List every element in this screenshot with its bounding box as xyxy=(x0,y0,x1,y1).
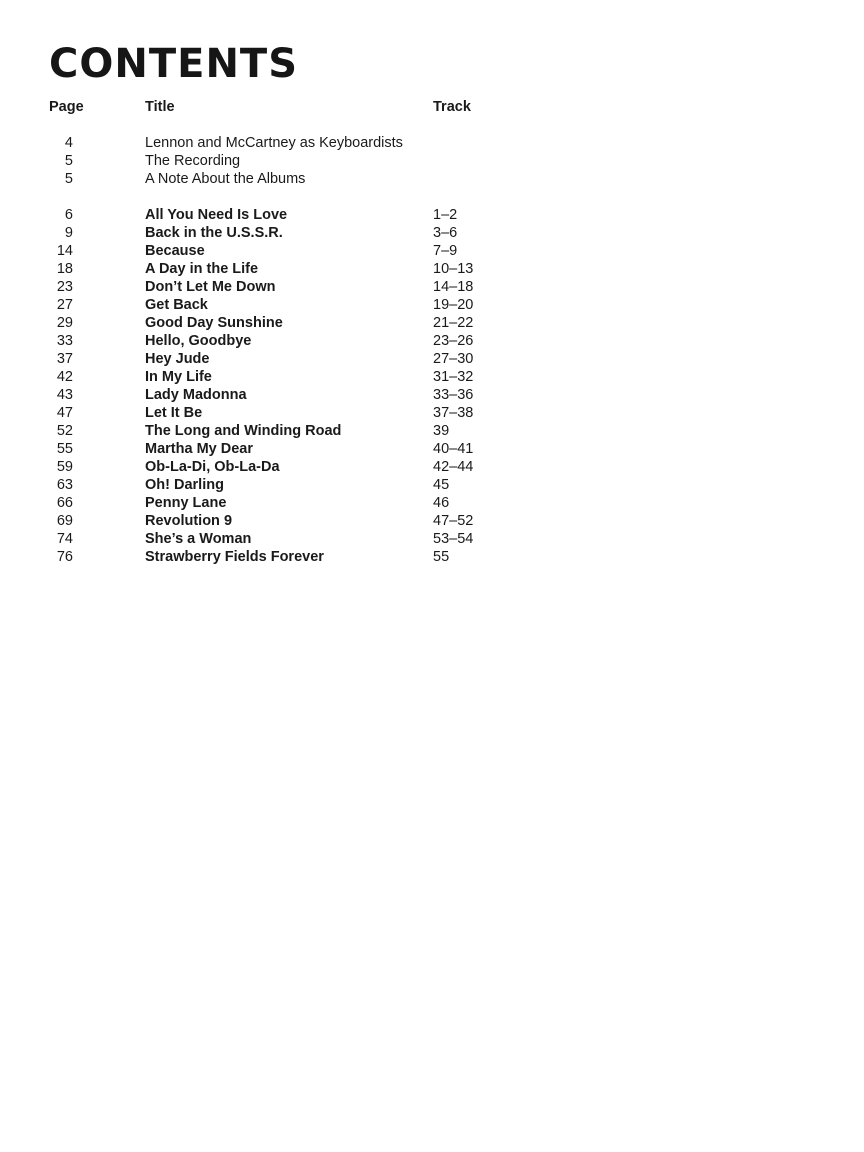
entry-page-number: 47 xyxy=(56,405,73,421)
entry-page-number: 63 xyxy=(56,477,73,493)
entry-page-number: 27 xyxy=(56,297,73,313)
entry-page-number: 69 xyxy=(56,513,73,529)
entry-title: Don’t Let Me Down xyxy=(145,279,276,295)
song-entry-row xyxy=(49,530,569,548)
entry-page-number: 59 xyxy=(56,459,73,475)
entry-page-number: 37 xyxy=(56,351,73,367)
song-entry-row xyxy=(49,206,569,224)
song-entry-row xyxy=(49,314,569,332)
entry-page-number: 76 xyxy=(56,549,73,565)
entry-page-number: 33 xyxy=(56,333,73,349)
song-entry-row xyxy=(49,260,569,278)
entry-track-range: 46 xyxy=(433,495,450,511)
song-entry-row xyxy=(49,332,569,350)
entry-page-number: 4 xyxy=(64,135,73,151)
entry-page-number: 9 xyxy=(64,225,73,241)
entry-page-number: 5 xyxy=(64,171,73,187)
song-entry-row xyxy=(49,440,569,458)
entry-page-number: 23 xyxy=(56,279,73,295)
entry-title: Penny Lane xyxy=(145,495,227,511)
entry-title: Martha My Dear xyxy=(145,441,253,457)
entry-track-range: 27–30 xyxy=(433,351,474,367)
song-entry-row xyxy=(49,494,569,512)
entry-title: Back in the U.S.S.R. xyxy=(145,225,283,241)
track-column-header: Track xyxy=(433,99,471,115)
entry-page-number: 14 xyxy=(56,243,73,259)
entry-page-number: 43 xyxy=(56,387,73,403)
entry-title: Revolution 9 xyxy=(145,513,233,529)
entry-track-range: 3–6 xyxy=(433,225,458,241)
entry-track-range: 21–22 xyxy=(433,315,474,331)
song-entry-row xyxy=(49,386,569,404)
entry-track-range: 40–41 xyxy=(433,441,474,457)
entry-track-range: 53–54 xyxy=(433,531,474,547)
column-header-row xyxy=(49,98,569,116)
spacer xyxy=(49,116,569,134)
entry-page-number: 5 xyxy=(64,153,73,169)
entry-track-range: 33–36 xyxy=(433,387,474,403)
entry-title: The Long and Winding Road xyxy=(145,423,342,439)
entry-page-number: 52 xyxy=(56,423,73,439)
entry-title: Strawberry Fields Forever xyxy=(145,549,324,565)
intro-entry-row xyxy=(49,134,569,152)
entry-page-number: 6 xyxy=(64,207,73,223)
entry-title: Lennon and McCartney as Keyboardists xyxy=(145,135,403,151)
entry-title: She’s a Woman xyxy=(145,531,252,547)
entry-title: A Note About the Albums xyxy=(145,171,306,187)
entry-track-range: 19–20 xyxy=(433,297,474,313)
song-entry-row xyxy=(49,224,569,242)
song-entry-row xyxy=(49,512,569,530)
entry-track-range: 7–9 xyxy=(433,243,458,259)
entry-title: Lady Madonna xyxy=(145,387,247,403)
song-entry-row xyxy=(49,350,569,368)
song-entry-row xyxy=(49,476,569,494)
page-column-header: Page xyxy=(49,99,84,115)
entry-track-range: 31–32 xyxy=(433,369,474,385)
entry-title: A Day in the Life xyxy=(145,261,259,277)
entry-page-number: 55 xyxy=(56,441,73,457)
intro-entries xyxy=(49,134,569,188)
song-entry-row xyxy=(49,368,569,386)
entry-track-range: 39 xyxy=(433,423,450,439)
song-entry-row xyxy=(49,422,569,440)
entry-title: All You Need Is Love xyxy=(145,207,288,223)
song-entry-row xyxy=(49,458,569,476)
entry-track-range: 1–2 xyxy=(433,207,458,223)
entry-track-range: 47–52 xyxy=(433,513,474,529)
entry-page-number: 18 xyxy=(56,261,73,277)
song-entry-row xyxy=(49,242,569,260)
entry-title: Good Day Sunshine xyxy=(145,315,283,331)
entry-title: Hello, Goodbye xyxy=(145,333,252,349)
entry-title: Get Back xyxy=(145,297,208,313)
song-entries xyxy=(49,206,569,566)
entry-title: The Recording xyxy=(145,153,241,169)
entry-page-number: 29 xyxy=(56,315,73,331)
entry-title: Ob-La-Di, Ob-La-Da xyxy=(145,459,280,475)
entry-page-number: 42 xyxy=(56,369,73,385)
entry-track-range: 10–13 xyxy=(433,261,474,277)
contents-table xyxy=(49,98,569,566)
entry-track-range: 37–38 xyxy=(433,405,474,421)
entry-track-range: 55 xyxy=(433,549,450,565)
spacer xyxy=(49,188,569,206)
entry-title: In My Life xyxy=(145,369,212,385)
entry-title: Because xyxy=(145,243,205,259)
entry-track-range: 45 xyxy=(433,477,450,493)
song-entry-row xyxy=(49,548,569,566)
song-entry-row xyxy=(49,296,569,314)
entry-title: Oh! Darling xyxy=(145,477,224,493)
entry-track-range: 23–26 xyxy=(433,333,474,349)
entry-title: Let It Be xyxy=(145,405,203,421)
song-entry-row xyxy=(49,278,569,296)
intro-entry-row xyxy=(49,152,569,170)
page-title: CONTENTS xyxy=(49,41,299,87)
entry-track-range: 42–44 xyxy=(433,459,474,475)
song-entry-row xyxy=(49,404,569,422)
entry-page-number: 66 xyxy=(56,495,73,511)
entry-track-range: 14–18 xyxy=(433,279,474,295)
title-column-header: Title xyxy=(145,99,175,115)
intro-entry-row xyxy=(49,170,569,188)
entry-title: Hey Jude xyxy=(145,351,210,367)
entry-page-number: 74 xyxy=(56,531,73,547)
